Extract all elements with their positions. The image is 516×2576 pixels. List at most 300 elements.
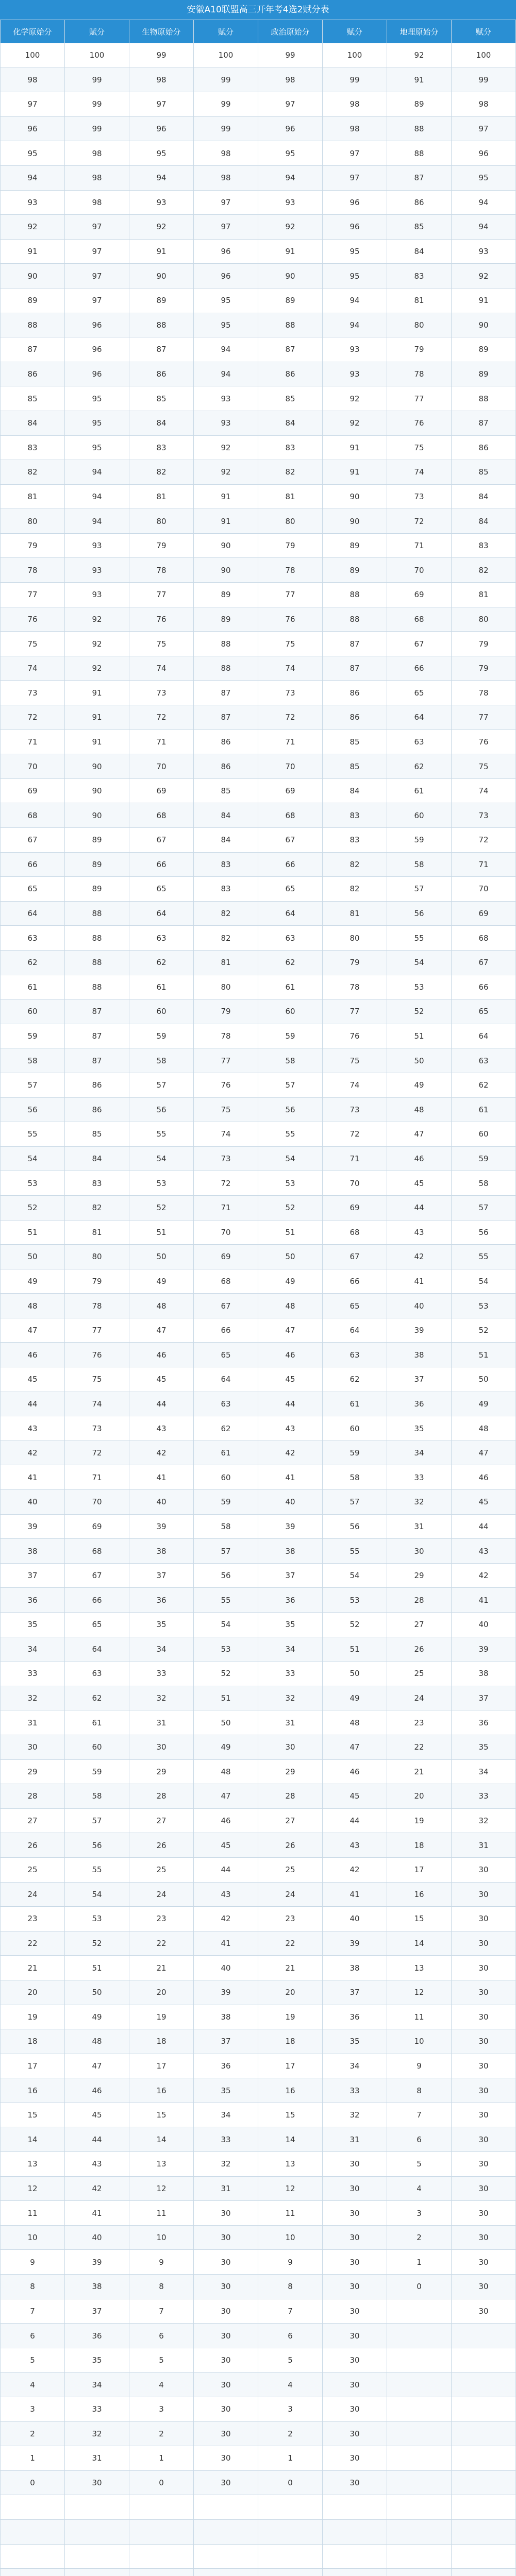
table-row <box>1 533 516 558</box>
table-cell: 30 <box>194 2372 258 2397</box>
table-cell: 55 <box>65 1857 129 1882</box>
table-cell: 4 <box>129 2372 194 2397</box>
table-cell: 21 <box>1 1956 65 1980</box>
table-cell: 7 <box>129 2299 194 2324</box>
table-cell: 6 <box>1 2324 65 2348</box>
table-cell: 49 <box>452 1392 516 1416</box>
table-cell: 50 <box>258 1245 323 1269</box>
table-cell: 54 <box>387 950 452 975</box>
table-cell: 59 <box>65 1759 129 1784</box>
table-cell: 39 <box>194 1980 258 2005</box>
table-cell: 47 <box>1 1318 65 1343</box>
table-cell: 12 <box>129 2176 194 2201</box>
table-cell: 37 <box>1 1563 65 1588</box>
table-cell <box>129 2544 194 2569</box>
table-cell: 93 <box>194 411 258 435</box>
table-cell: 12 <box>1 2176 65 2201</box>
table-cell: 34 <box>65 2372 129 2397</box>
table-cell: 54 <box>194 1613 258 1637</box>
table-cell: 97 <box>258 92 323 117</box>
table-cell: 58 <box>1 1048 65 1073</box>
table-cell: 89 <box>258 288 323 313</box>
table-cell: 61 <box>194 1440 258 1465</box>
table-cell: 96 <box>194 239 258 264</box>
table-cell: 61 <box>1 975 65 999</box>
table-row <box>1 2275 516 2299</box>
table-cell: 23 <box>129 1907 194 1931</box>
table-cell: 49 <box>323 1686 387 1710</box>
table-cell: 86 <box>323 705 387 730</box>
table-cell: 35 <box>452 1735 516 1759</box>
table-cell <box>65 2519 129 2544</box>
table-row <box>1 2446 516 2471</box>
table-cell: 69 <box>129 778 194 803</box>
table-row <box>1 803 516 828</box>
table-cell: 94 <box>258 165 323 190</box>
table-cell: 30 <box>194 2299 258 2324</box>
table-cell: 9 <box>258 2250 323 2275</box>
table-cell: 86 <box>65 1097 129 1122</box>
table-cell: 55 <box>1 1122 65 1147</box>
table-row <box>1 1024 516 1048</box>
table-cell: 88 <box>1 313 65 337</box>
table-row <box>1 2127 516 2152</box>
table-cell: 77 <box>1 583 65 607</box>
table-cell <box>387 2569 452 2576</box>
table-cell: 47 <box>194 1784 258 1809</box>
table-cell: 96 <box>65 313 129 337</box>
table-cell: 97 <box>65 239 129 264</box>
table-cell: 39 <box>452 1637 516 1662</box>
table-cell <box>258 2544 323 2569</box>
table-cell: 15 <box>387 1907 452 1931</box>
table-cell: 62 <box>452 1073 516 1097</box>
table-cell: 33 <box>194 2127 258 2152</box>
table-cell: 31 <box>387 1514 452 1539</box>
table-cell: 30 <box>452 1980 516 2005</box>
table-cell: 8 <box>129 2275 194 2299</box>
table-cell: 30 <box>323 2176 387 2201</box>
table-cell: 47 <box>323 1735 387 1759</box>
table-row <box>1 999 516 1024</box>
table-cell: 30 <box>323 2225 387 2250</box>
table-cell: 94 <box>323 288 387 313</box>
table-cell: 75 <box>129 632 194 656</box>
table-cell: 49 <box>129 1269 194 1294</box>
table-cell: 17 <box>1 2054 65 2078</box>
table-cell: 94 <box>1 165 65 190</box>
table-cell: 60 <box>1 999 65 1024</box>
table-cell: 96 <box>65 362 129 386</box>
table-cell: 61 <box>258 975 323 999</box>
table-cell: 56 <box>194 1563 258 1588</box>
table-cell: 87 <box>323 656 387 681</box>
table-cell: 92 <box>323 386 387 411</box>
table-cell: 96 <box>258 116 323 141</box>
table-cell: 0 <box>387 2275 452 2299</box>
table-cell: 72 <box>65 1440 129 1465</box>
table-cell: 92 <box>65 656 129 681</box>
table-cell: 30 <box>323 2372 387 2397</box>
table-cell: 42 <box>194 1907 258 1931</box>
table-cell: 71 <box>129 730 194 754</box>
table-cell: 92 <box>452 264 516 289</box>
table-cell: 68 <box>65 1539 129 1564</box>
table-cell: 31 <box>194 2176 258 2201</box>
table-cell: 69 <box>452 901 516 926</box>
table-cell: 5 <box>129 2348 194 2372</box>
table-cell: 30 <box>323 2324 387 2348</box>
table-cell: 15 <box>1 2103 65 2127</box>
table-cell: 55 <box>258 1122 323 1147</box>
table-cell: 30 <box>194 2250 258 2275</box>
table-cell: 13 <box>387 1956 452 1980</box>
table-cell: 58 <box>323 1465 387 1490</box>
table-cell: 79 <box>129 533 194 558</box>
table-cell <box>452 2569 516 2576</box>
page-title: 安徽A10联盟高三开年考4选2赋分表 <box>0 0 516 20</box>
table-cell: 18 <box>129 2029 194 2054</box>
table-cell: 50 <box>1 1245 65 1269</box>
table-cell: 93 <box>194 386 258 411</box>
table-cell: 90 <box>65 803 129 828</box>
table-row <box>1 852 516 877</box>
table-cell: 74 <box>1 656 65 681</box>
table-cell: 9 <box>387 2054 452 2078</box>
table-cell: 65 <box>65 1613 129 1637</box>
table-cell: 89 <box>65 828 129 853</box>
table-cell: 84 <box>129 411 194 435</box>
table-cell <box>387 2348 452 2372</box>
table-row <box>1 1294 516 1318</box>
table-cell: 62 <box>387 754 452 779</box>
table-cell: 14 <box>1 2127 65 2152</box>
table-cell: 36 <box>1 1588 65 1613</box>
table-cell: 31 <box>1 1710 65 1735</box>
table-cell: 90 <box>258 264 323 289</box>
table-row <box>1 1907 516 1931</box>
table-cell: 70 <box>1 754 65 779</box>
table-row <box>1 607 516 632</box>
table-cell: 77 <box>452 705 516 730</box>
table-cell: 87 <box>1 337 65 362</box>
table-row <box>1 2225 516 2250</box>
table-row <box>1 2348 516 2372</box>
table-row <box>1 1613 516 1637</box>
table-cell: 85 <box>258 386 323 411</box>
table-cell: 85 <box>1 386 65 411</box>
table-cell: 10 <box>258 2225 323 2250</box>
table-cell: 89 <box>387 92 452 117</box>
table-cell: 75 <box>1 632 65 656</box>
table-cell: 66 <box>129 852 194 877</box>
table-cell: 62 <box>258 950 323 975</box>
table-cell: 11 <box>129 2201 194 2226</box>
table-cell: 92 <box>258 215 323 240</box>
table-cell: 78 <box>258 558 323 583</box>
table-row <box>1 313 516 337</box>
column-header: 赋分 <box>194 20 258 43</box>
table-cell: 93 <box>258 190 323 215</box>
table-cell: 30 <box>323 2201 387 2226</box>
table-cell: 50 <box>387 1048 452 1073</box>
table-cell: 99 <box>194 67 258 92</box>
table-cell: 65 <box>194 1343 258 1367</box>
table-cell: 63 <box>1 926 65 951</box>
table-row <box>1 1465 516 1490</box>
table-cell: 70 <box>65 1490 129 1515</box>
table-row <box>1 362 516 386</box>
table-cell: 75 <box>194 1097 258 1122</box>
table-cell: 62 <box>65 1686 129 1710</box>
table-cell: 44 <box>387 1195 452 1220</box>
table-cell: 68 <box>323 1220 387 1245</box>
table-cell: 9 <box>129 2250 194 2275</box>
table-cell: 59 <box>1 1024 65 1048</box>
table-cell: 5 <box>387 2152 452 2177</box>
table-cell: 26 <box>387 1637 452 1662</box>
column-header: 赋分 <box>65 20 129 43</box>
table-cell: 91 <box>65 730 129 754</box>
table-cell: 59 <box>323 1440 387 1465</box>
table-cell: 59 <box>387 828 452 853</box>
table-cell: 86 <box>1 362 65 386</box>
table-cell: 45 <box>1 1367 65 1392</box>
table-cell: 98 <box>1 67 65 92</box>
table-cell: 53 <box>323 1588 387 1613</box>
table-cell: 97 <box>452 116 516 141</box>
table-cell: 71 <box>323 1146 387 1171</box>
table-cell: 98 <box>65 141 129 166</box>
table-cell: 65 <box>1 877 65 902</box>
table-row <box>1 386 516 411</box>
table-cell: 57 <box>1 1073 65 1097</box>
table-cell: 31 <box>129 1710 194 1735</box>
table-cell: 37 <box>387 1367 452 1392</box>
table-cell: 72 <box>129 705 194 730</box>
table-cell: 98 <box>194 165 258 190</box>
table-cell: 87 <box>65 999 129 1024</box>
table-cell: 30 <box>323 2275 387 2299</box>
table-cell: 9 <box>1 2250 65 2275</box>
table-cell <box>387 2446 452 2471</box>
table-cell: 61 <box>129 975 194 999</box>
table-cell: 93 <box>452 239 516 264</box>
table-cell: 89 <box>452 362 516 386</box>
table-row <box>1 116 516 141</box>
table-cell: 78 <box>387 362 452 386</box>
table-cell: 43 <box>65 2152 129 2177</box>
table-cell: 27 <box>258 1808 323 1833</box>
table-cell: 6 <box>129 2324 194 2348</box>
table-cell: 73 <box>323 1097 387 1122</box>
table-cell: 84 <box>1 411 65 435</box>
table-cell: 100 <box>452 43 516 68</box>
table-cell: 76 <box>129 607 194 632</box>
table-cell: 92 <box>129 215 194 240</box>
table-cell: 85 <box>323 730 387 754</box>
table-cell: 60 <box>194 1465 258 1490</box>
table-cell: 100 <box>323 43 387 68</box>
table-cell: 97 <box>194 215 258 240</box>
table-cell: 77 <box>387 386 452 411</box>
table-cell: 92 <box>1 215 65 240</box>
table-row <box>1 92 516 117</box>
table-cell: 65 <box>452 999 516 1024</box>
table-cell: 89 <box>129 288 194 313</box>
table-cell: 32 <box>387 1490 452 1515</box>
table-cell <box>452 2544 516 2569</box>
table-cell: 42 <box>129 1440 194 1465</box>
table-cell: 86 <box>452 435 516 460</box>
table-cell: 42 <box>323 1857 387 1882</box>
table-cell: 63 <box>387 730 452 754</box>
table-cell: 37 <box>452 1686 516 1710</box>
table-cell: 80 <box>452 607 516 632</box>
table-cell: 68 <box>194 1269 258 1294</box>
table-cell: 58 <box>387 852 452 877</box>
table-cell <box>1 2544 65 2569</box>
table-cell: 38 <box>387 1343 452 1367</box>
table-cell: 96 <box>65 337 129 362</box>
table-cell: 30 <box>452 2201 516 2226</box>
table-cell: 33 <box>129 1662 194 1686</box>
table-cell: 99 <box>452 67 516 92</box>
table-cell <box>387 2372 452 2397</box>
table-cell: 35 <box>1 1613 65 1637</box>
table-cell: 90 <box>65 754 129 779</box>
table-row <box>1 2152 516 2177</box>
table-cell: 86 <box>323 681 387 705</box>
table-cell: 12 <box>387 1980 452 2005</box>
table-cell: 82 <box>323 852 387 877</box>
table-row <box>1 2372 516 2397</box>
table-row <box>1 656 516 681</box>
table-cell <box>387 2324 452 2348</box>
table-cell: 44 <box>258 1392 323 1416</box>
table-cell: 4 <box>258 2372 323 2397</box>
table-cell <box>452 2372 516 2397</box>
table-cell: 27 <box>129 1808 194 1833</box>
table-cell: 79 <box>387 337 452 362</box>
table-row <box>1 2005 516 2029</box>
table-cell: 81 <box>65 1220 129 1245</box>
table-cell: 53 <box>258 1171 323 1196</box>
table-cell: 85 <box>129 386 194 411</box>
table-cell: 46 <box>129 1343 194 1367</box>
table-cell: 68 <box>1 803 65 828</box>
table-cell: 36 <box>323 2005 387 2029</box>
table-cell: 76 <box>387 411 452 435</box>
table-cell <box>323 2495 387 2520</box>
table-cell: 32 <box>1 1686 65 1710</box>
table-cell: 32 <box>452 1808 516 1833</box>
table-cell: 79 <box>323 950 387 975</box>
table-cell: 1 <box>129 2446 194 2471</box>
table-cell: 69 <box>387 583 452 607</box>
table-cell: 8 <box>258 2275 323 2299</box>
table-cell: 31 <box>65 2446 129 2471</box>
table-row <box>1 901 516 926</box>
table-cell: 61 <box>65 1710 129 1735</box>
table-cell: 73 <box>194 1146 258 1171</box>
table-row <box>1 1392 516 1416</box>
table-cell <box>387 2495 452 2520</box>
table-cell: 90 <box>452 313 516 337</box>
table-cell: 47 <box>65 2054 129 2078</box>
table-row <box>1 1784 516 1809</box>
column-header: 化学原始分 <box>1 20 65 43</box>
table-cell: 87 <box>129 337 194 362</box>
table-cell: 90 <box>1 264 65 289</box>
table-cell: 36 <box>258 1588 323 1613</box>
table-cell: 42 <box>387 1245 452 1269</box>
table-cell: 34 <box>258 1637 323 1662</box>
table-row <box>1 1662 516 1686</box>
table-cell: 30 <box>194 2324 258 2348</box>
table-cell: 41 <box>1 1465 65 1490</box>
table-cell: 53 <box>65 1907 129 1931</box>
table-cell: 68 <box>258 803 323 828</box>
table-cell: 83 <box>387 264 452 289</box>
table-cell: 30 <box>258 1735 323 1759</box>
table-cell: 91 <box>194 509 258 534</box>
table-cell: 66 <box>65 1588 129 1613</box>
table-row <box>1 926 516 951</box>
table-cell: 85 <box>387 215 452 240</box>
table-cell: 100 <box>65 43 129 68</box>
table-cell: 76 <box>258 607 323 632</box>
table-cell: 64 <box>258 901 323 926</box>
table-cell: 64 <box>129 901 194 926</box>
table-cell: 16 <box>387 1882 452 1907</box>
table-cell: 89 <box>323 533 387 558</box>
table-cell: 26 <box>129 1833 194 1858</box>
table-cell: 30 <box>452 2299 516 2324</box>
table-cell <box>387 2421 452 2446</box>
table-cell: 69 <box>323 1195 387 1220</box>
table-cell: 88 <box>65 901 129 926</box>
table-cell: 79 <box>452 632 516 656</box>
table-cell: 49 <box>387 1073 452 1097</box>
table-cell: 3 <box>129 2397 194 2422</box>
table-cell: 32 <box>258 1686 323 1710</box>
table-cell: 50 <box>194 1710 258 1735</box>
table-cell: 70 <box>387 558 452 583</box>
table-cell: 30 <box>452 1907 516 1931</box>
table-cell: 30 <box>452 1931 516 1956</box>
table-cell: 46 <box>65 2078 129 2103</box>
table-cell: 54 <box>65 1882 129 1907</box>
table-cell: 25 <box>1 1857 65 1882</box>
table-cell: 67 <box>452 950 516 975</box>
table-row <box>1 2470 516 2495</box>
table-cell: 69 <box>258 778 323 803</box>
table-cell: 58 <box>258 1048 323 1073</box>
table-cell: 76 <box>323 1024 387 1048</box>
table-cell: 80 <box>323 926 387 951</box>
table-cell: 77 <box>194 1048 258 1073</box>
table-cell: 30 <box>129 1735 194 1759</box>
table-cell: 91 <box>1 239 65 264</box>
table-cell: 88 <box>65 975 129 999</box>
table-cell: 71 <box>65 1465 129 1490</box>
table-cell: 93 <box>323 362 387 386</box>
table-cell: 66 <box>387 656 452 681</box>
table-cell: 33 <box>258 1662 323 1686</box>
table-cell: 60 <box>258 999 323 1024</box>
table-cell: 36 <box>129 1588 194 1613</box>
